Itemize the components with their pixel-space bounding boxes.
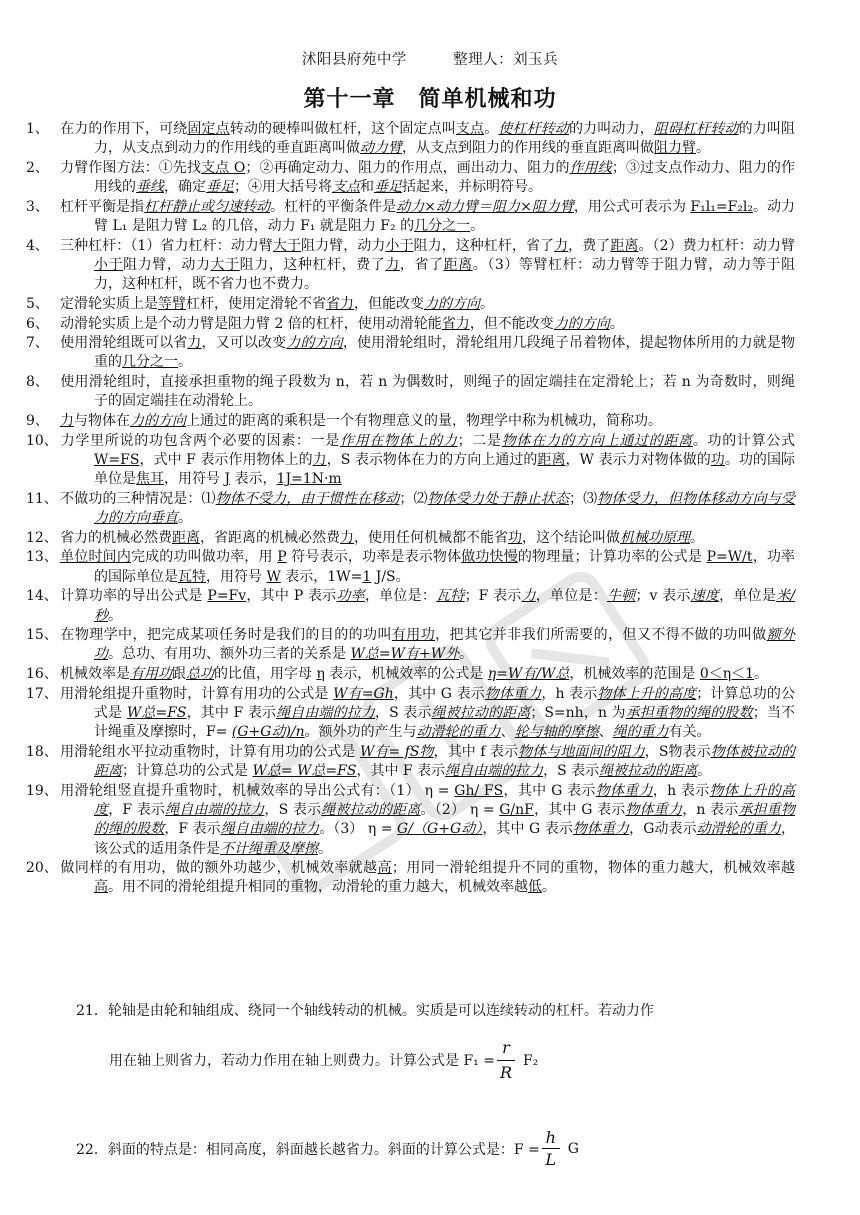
item-text: 三种杠杆：（1）省力杠杆：动力臂大于阻力臂，动力小于阻力，这种杠杆，省了力，费了距离。（2）费力杠杆：动力臂小于阻力臂，动力大于阻力，这种杠杆，费了力，省了距离。（3）等臂杠杆：动力臂等于阻力臂，动力等于阻力，这种杠杆，既不省力也不费力。 xyxy=(60,237,796,293)
item-text: 计算功率的导出公式是 P=Fv，其中 P 表示功率，单位是：瓦特；F 表示力，单位是：牛顿；v 表示速度，单位是米/秒。 xyxy=(60,588,796,624)
item-text: 省力的机械必然费距离，省距离的机械必然费力，使用任何机械都不能省功，这个结论叫做机械功原理。 xyxy=(60,529,704,546)
list-item: 4、 三种杠杆：（1）省力杠杆：动力臂大于阻力臂，动力小于阻力，这种杠杆，省了力，费了距离。（2）费力杠杆：动力臂小于阻力臂，动力大于阻力，这种杠杆，费了力，省了距离。（3）等臂杠杆：动力臂等于阻力臂，动力等于阻力，这种杠杆，既不省力也不费力。 xyxy=(26,237,796,293)
item-text: 轮轴是由轮和轴组成、绕同一个轴线转动的机械。实质是可以连续转动的杠杆。若动力作 xyxy=(107,1003,654,1019)
item-text: 不做功的三种情况是：⑴物体不受力，由于惯性在移动；⑵物体受力处于静止状态；⑶物体受力，但物体移动方向与受力的方向垂直。 xyxy=(60,490,796,527)
school-name: 沭阳县府苑中学 xyxy=(301,52,407,68)
list-item: 14、 计算功率的导出公式是 P=Fv，其中 P 表示功率，单位是：瓦特；F 表示力，单位是：牛顿；v 表示速度，单位是米/秒。 xyxy=(26,588,796,624)
fraction-numerator: r xyxy=(502,1038,510,1057)
item-text: 单位时间内完成的功叫做功率，用 P 符号表示，功率是表示物体做功快慢的物理量；计算功率的公式是 P=W/t，功率的国际单位是瓦特，用符号 W 表示，1W=1 J/S。 xyxy=(60,549,796,585)
page-header xyxy=(0,48,860,69)
fraction-bar xyxy=(542,1148,560,1149)
list-item: 11、 不做功的三种情况是：⑴物体不受力，由于惯性在移动；⑵物体受力处于静止状态；⑶物体受力，但物体移动方向与受力的方向垂直。 xyxy=(26,490,796,527)
item-text: 定滑轮实质上是等臂杠杆，使用定滑轮不省省力，但能改变力的方向。 xyxy=(60,295,494,312)
item-text: 用滑轮组水平拉动重物时，计算有用功的公式是 W有= fS物，其中 f 表示物体与地面间的阻力，S物表示物体被拉动的距离；计算总功的公式是 W总= W总=FS，其中 F 表示绳自由端的拉力，S 表示绳被拉动的距离。 xyxy=(60,744,796,780)
fraction-h-over-L xyxy=(542,1128,560,1169)
item-text: 动滑轮实质上是个动力臂是阻力臂 2 倍的杠杆，使用动滑轮能省力，但不能改变力的方向。 xyxy=(60,315,624,332)
item-text: 力学里所说的功包含两个必要的因素：一是作用在物体上的力；二是物体在力的方向上通过的距离。功的计算公式 W=FS，式中 F 表示作用物体上的力，S 表示物体在力的方向上通过的距离，W 表示力对物体做的功。功的国际单位是焦耳，用符号 J 表示，1J=1N·m xyxy=(60,432,796,488)
item-text: 力臂作图方法：①先找支点 O；②再确定动力、阻力的作用点，画出动力、阻力的作用线；③过支点作动力、阻力的作用线的垂线，确定垂足；④用大括号将支点和垂足括起来，并标明符号。 xyxy=(60,159,796,196)
fraction-denominator: R xyxy=(499,1063,512,1082)
item-text-cont: 用在轴上则省力，若动力作用在轴上则费力。计算公式是 F₁ = xyxy=(109,1052,495,1069)
list-item: 10、 力学里所说的功包含两个必要的因素：一是作用在物体上的力；二是物体在力的方向上通过的距离。功的计算公式 W=FS，式中 F 表示作用物体上的力，S 表示物体在力的方向上通过的距离，W 表示力对物体做的功。功的国际单位是焦耳，用符号 J 表示，1J=1N·m xyxy=(26,432,796,488)
item-22 xyxy=(76,1128,806,1169)
chapter-title: 第十一章 简单机械和功 xyxy=(303,86,557,112)
item-21 xyxy=(76,1000,806,1084)
item-text: 机械效率是有用功跟总功的比值，用字母 η 表示，机械效率的公式是 η=W有/W总，机械效率的范围是 0＜η＜1。 xyxy=(60,666,769,683)
item-text: 使用滑轮组时，直接承担重物的绳子段数为 n，若 n 为偶数时，则绳子的固定端挂在定滑轮上；若 n 为奇数时，则绳子的固定端挂在动滑轮上。 xyxy=(60,374,795,410)
editor-name: 整理人：刘玉兵 xyxy=(453,52,559,68)
item-number: 21． xyxy=(76,1003,108,1019)
list-item: 12、 省力的机械必然费距离，省距离的机械必然费力，使用任何机械都不能省功，这个结论叫做机械功原理。 xyxy=(26,529,704,546)
item-text: 做同样的有用功，做的额外功越少，机械效率就越高；用同一滑轮组提升不同的重物，物体的重力越大，机械效率越高。用不同的滑轮组提升相同的重物，动滑轮的重力越大，机械效率越低。 xyxy=(60,860,796,896)
list-item: 17、 用滑轮组提升重物时，计算有用功的公式是 W有=Gh，其中 G 表示物体重力，h 表示物体上升的高度；计算总功的公式是 W总=FS，其中 F 表示绳自由端的拉力，S 表示绳被拉动的距离；S=nh，n 为承担重物的绳的股数；当不计绳重及摩擦时，F= (G+G动)/n。额外功的产生与动滑轮的重力、轮与轴的摩擦、绳的重力有关。 xyxy=(26,685,796,741)
item-number: 22． xyxy=(76,1141,108,1158)
item-text: 在物理学中，把完成某项任务时是我们的目的的功叫有用功，把其它并非我们所需要的，但又不得不做的功叫做额外功。总功、有用功、额外功三者的关系是 W总=W有+W外。 xyxy=(60,627,796,663)
item-text: 使用滑轮组既可以省力，又可以改变力的方向，使用滑轮组时，滑轮组用几段绳子吊着物体，提起物体所用的力就是物重的几分之一。 xyxy=(60,335,796,371)
list-item: 8、 使用滑轮组时，直接承担重物的绳子段数为 n，若 n 为偶数时，则绳子的固定端挂在定滑轮上；若 n 为奇数时，则绳子的固定端挂在动滑轮上。 xyxy=(26,374,795,410)
list-item: 1、 在力的作用下，可绕固定点转动的硬棒叫做杠杆，这个固定点叫支点。使杠杆转动的力叫动力，阻碍杠杆转动的力叫阻力，从支点到动力的作用线的垂直距离叫做动力臂，从支点到阻力的作用线的垂直距离叫做阻力臂。 xyxy=(26,121,796,157)
item-text: 力与物体在力的方向上通过的距离的乘积是一个有物理意义的量，物理学中称为机械功，简称功。 xyxy=(60,413,662,430)
item-text: 用滑轮组竖直提升重物时，机械效率的导出公式有：（1） η = Gh/ FS，其中 G 表示物体重力，h 表示物体上升的高度，F 表示绳自由端的拉力，S 表示绳被拉动的距离。（2） η = G/nF，其中 G 表示物体重力，n 表示承担重物的绳的股数，F 表示绳自由端的拉力。（3） η = G/（G+G动），其中 G 表示物体重力，G动表示动滑轮的重力，该公式的适用条件是不计绳重及摩擦。 xyxy=(60,782,796,857)
formula-tail: G xyxy=(567,1140,579,1157)
item-text: 用滑轮组提升重物时，计算有用功的公式是 W有=Gh，其中 G 表示物体重力，h 表示物体上升的高度；计算总功的公式是 W总=FS，其中 F 表示绳自由端的拉力，S 表示绳被拉动的距离；S=nh，n 为承担重物的绳的股数；当不计绳重及摩擦时，F= (G+G动)/n。额外功的产生与动滑轮的重力、轮与轴的摩擦、绳的重力有关。 xyxy=(60,685,796,741)
list-item: 19、 用滑轮组竖直提升重物时，机械效率的导出公式有：（1） η = Gh/ FS，其中 G 表示物体重力，h 表示物体上升的高度，F 表示绳自由端的拉力，S 表示绳被拉动的距离。（2） η = G/nF，其中 G 表示物体重力，n 表示承担重物的绳的股数，F 表示绳自由端的拉力。（3） η = G/（G+G动），其中 G 表示物体重力，G动表示动滑轮的重力，该公式的适用条件是不计绳重及摩擦。 xyxy=(26,782,796,857)
list-item: 18、 用滑轮组水平拉动重物时，计算有用功的公式是 W有= fS物，其中 f 表示物体与地面间的阻力，S物表示物体被拉动的距离；计算总功的公式是 W总= W总=FS，其中 F 表示绳自由端的拉力，S 表示绳被拉动的距离。 xyxy=(26,744,796,780)
fraction-denominator: L xyxy=(545,1150,557,1169)
item-text: 在力的作用下，可绕固定点转动的硬棒叫做杠杆，这个固定点叫支点。使杠杆转动的力叫动力，阻碍杠杆转动的力叫阻力，从支点到动力的作用线的垂直距离叫做动力臂，从支点到阻力的作用线的垂直距离叫做阻力臂。 xyxy=(60,121,796,157)
list-item: 13、 单位时间内完成的功叫做功率，用 P 符号表示，功率是表示物体做功快慢的物理量；计算功率的公式是 P=W/t，功率的国际单位是瓦特，用符号 W 表示，1W=1 J/S。 xyxy=(26,549,796,585)
formula-tail: F₂ xyxy=(522,1052,539,1069)
list-item: 20、 做同样的有用功，做的额外功越少，机械效率就越高；用同一滑轮组提升不同的重物，物体的重力越大，机械效率越高。用不同的滑轮组提升相同的重物，动滑轮的重力越大，机械效率越低。 xyxy=(26,860,796,896)
list-item: 6、 动滑轮实质上是个动力臂是阻力臂 2 倍的杠杆，使用动滑轮能省力，但不能改变力的方向。 xyxy=(26,315,624,332)
list-item: 2、 力臂作图方法：①先找支点 O；②再确定动力、阻力的作用点，画出动力、阻力的作用线；③过支点作动力、阻力的作用线的垂线，确定垂足；④用大括号将支点和垂足括起来，并标明符号。 xyxy=(26,159,796,196)
fraction-r-over-R xyxy=(497,1037,515,1084)
list-item: 15、 在物理学中，把完成某项任务时是我们的目的的功叫有用功，把其它并非我们所需要的，但又不得不做的功叫做额外功。总功、有用功、额外功三者的关系是 W总=W有+W外。 xyxy=(26,627,796,663)
knowledge-list xyxy=(26,120,796,898)
fraction-numerator: h xyxy=(545,1128,556,1147)
list-item: 5、 定滑轮实质上是等臂杠杆，使用定滑轮不省省力，但能改变力的方向。 xyxy=(26,295,494,312)
list-item: 16、 机械效率是有用功跟总功的比值，用字母 η 表示，机械效率的公式是 η=W有/W总，机械效率的范围是 0＜η＜1。 xyxy=(26,666,769,683)
list-item: 7、 使用滑轮组既可以省力，又可以改变力的方向，使用滑轮组时，滑轮组用几段绳子吊着物体，提起物体所用的力就是物重的几分之一。 xyxy=(26,335,796,371)
fraction-bar xyxy=(497,1060,515,1061)
list-item: 9、 力与物体在力的方向上通过的距离的乘积是一个有物理意义的量，物理学中称为机械功，简称功。 xyxy=(26,413,662,430)
item-text: 斜面的特点是：相同高度，斜面越长越省力。斜面的计算公式是：F = xyxy=(107,1141,540,1158)
list-item: 3、 杠杆平衡是指杠杆静止或匀速转动。杠杆的平衡条件是动力×动力臂＝阻力×阻力臂，用公式可表示为 F₁l₁=F₂l₂。动力臂 L₁ 是阻力臂 L₂ 的几倍，动力 F₁ 就是阻力 F₂ 的几分之一。 xyxy=(26,198,796,235)
item-text: 杠杆平衡是指杠杆静止或匀速转动。杠杆的平衡条件是动力×动力臂＝阻力×阻力臂，用公式可表示为 F₁l₁=F₂l₂。动力臂 L₁ 是阻力臂 L₂ 的几倍，动力 F₁ 就是阻力 F₂ 的几分之一。 xyxy=(60,198,796,235)
